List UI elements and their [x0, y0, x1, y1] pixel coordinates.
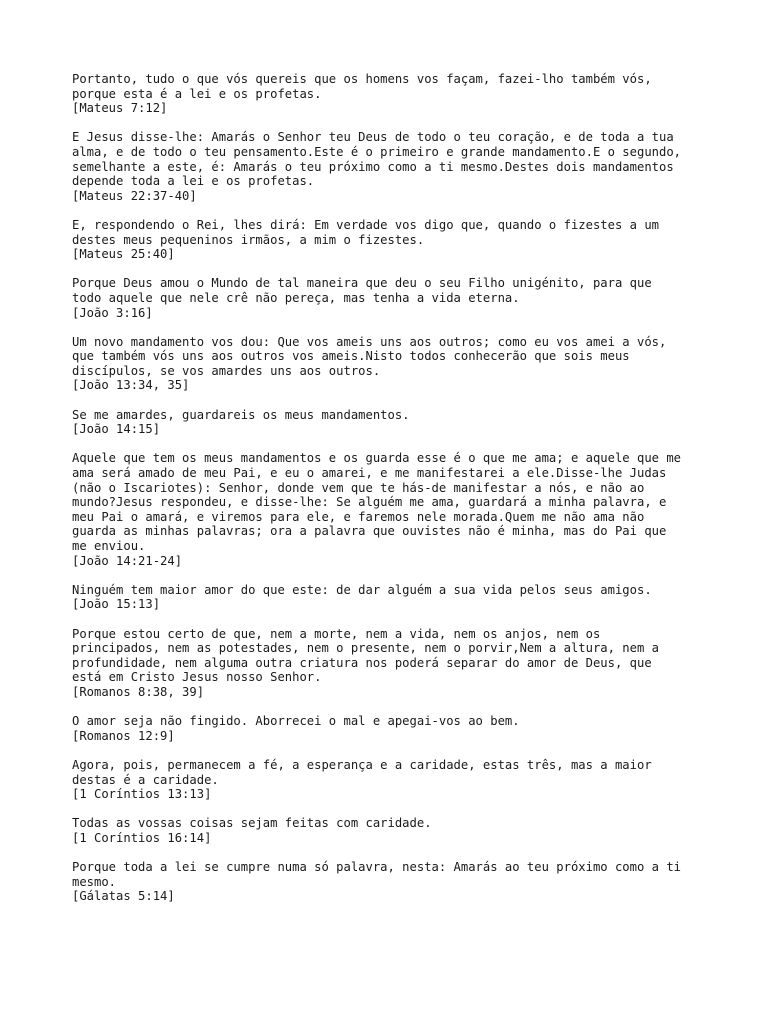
verse-entry	[72, 72, 712, 116]
verse-text: Portanto, tudo o que vós quereis que os homens vos façam, fazei-lho também vós, porque esta é a lei e os profetas.	[72, 72, 652, 101]
verse-reference: [Mateus 7:12]	[72, 101, 168, 116]
verse-entry	[72, 860, 712, 904]
verse-text: Porque toda a lei se cumpre numa só palavra, nesta: Amarás ao teu próximo como a ti mesmo.	[72, 860, 682, 889]
verse-reference: [João 15:13]	[72, 597, 161, 612]
verse-reference: [João 13:34, 35]	[72, 378, 190, 393]
verse-reference: [1 Coríntios 13:13]	[72, 787, 212, 802]
verse-text: Se me amardes, guardareis os meus mandamentos.	[72, 407, 410, 422]
verse-entry	[72, 130, 712, 203]
verse-text: Um novo mandamento vos dou: Que vos ameis uns aos outros; como eu vos amei a vós, que também vós uns aos outros vos ameis.Nisto todos conhecerão que sois meus discípulos, se vos amardes uns aos outros.	[72, 334, 667, 378]
verse-reference: [Mateus 25:40]	[72, 247, 175, 262]
verse-entry	[72, 451, 712, 568]
verse-text: Ninguém tem maior amor do que este: de dar alguém a sua vida pelos seus amigos.	[72, 582, 652, 597]
verse-entry	[72, 816, 712, 845]
verse-reference: [João 3:16]	[72, 305, 153, 320]
verse-reference: [1 Coríntios 16:14]	[72, 830, 212, 845]
verse-reference: [Romanos 8:38, 39]	[72, 684, 205, 699]
document-page	[72, 72, 712, 918]
verse-entry	[72, 627, 712, 700]
verse-entry	[72, 583, 712, 612]
verse-entry	[72, 276, 712, 320]
verse-entry	[72, 218, 712, 262]
verse-text: Aquele que tem os meus mandamentos e os guarda esse é o que me ama; e aquele que me ama será amado de meu Pai, e eu o amarei, e me manifestarei a ele.Disse-lhe Judas (não o Iscariotes): Senhor, donde vem que te hás-de manifestar a nós, e não ao mundo?Jesus respondeu, e disse-lhe: Se alguém me ama, guardará a minha palavra, e meu Pai o amará, e viremos para ele, e faremos nele morada.Quem me não ama não guarda as minhas palavras; ora a palavra que ouvistes não é minha, mas do Pai que me enviou.	[72, 451, 682, 553]
verse-reference: [João 14:21-24]	[72, 553, 183, 568]
verse-entry	[72, 758, 712, 802]
verse-text: E, respondendo o Rei, lhes dirá: Em verdade vos digo que, quando o fizestes a um destes meus pequeninos irmãos, a mim o fizestes.	[72, 217, 659, 247]
verse-reference: [Mateus 22:37-40]	[72, 188, 197, 203]
verse-text: O amor seja não fingido. Aborrecei o mal e apegai-vos ao bem.	[72, 714, 520, 729]
verse-reference: [Romanos 12:9]	[72, 728, 175, 743]
verse-reference: [Gálatas 5:14]	[72, 889, 175, 904]
verse-text: Todas as vossas coisas sejam feitas com caridade.	[72, 816, 432, 831]
verse-text: Porque estou certo de que, nem a morte, nem a vida, nem os anjos, nem os principados, nem as potestades, nem o presente, nem o porvir,Nem a altura, nem a profundidade, nem alguma outra criatura nos poderá separar do amor de Deus, que está em Cristo Jesus nosso Senhor.	[72, 626, 659, 685]
verse-text: Porque Deus amou o Mundo de tal maneira que deu o seu Filho unigénito, para que todo aquele que nele crê não pereça, mas tenha a vida eterna.	[72, 276, 652, 305]
verse-text: Agora, pois, permanecem a fé, a esperança e a caridade, estas três, mas a maior destas é a caridade.	[72, 757, 652, 787]
verse-reference: [João 14:15]	[72, 422, 161, 437]
verse-entry	[72, 714, 712, 743]
verse-entry	[72, 408, 712, 437]
verse-text: E Jesus disse-lhe: Amarás o Senhor teu Deus de todo o teu coração, e de toda a tua alma, e de todo o teu pensamento.Este é o primeiro e grande mandamento.E o segundo, semelhante a este, é: Amarás o teu próximo como a ti mesmo.Destes dois mandamentos depende toda a lei e os profetas.	[72, 130, 682, 189]
verse-entry	[72, 335, 712, 393]
